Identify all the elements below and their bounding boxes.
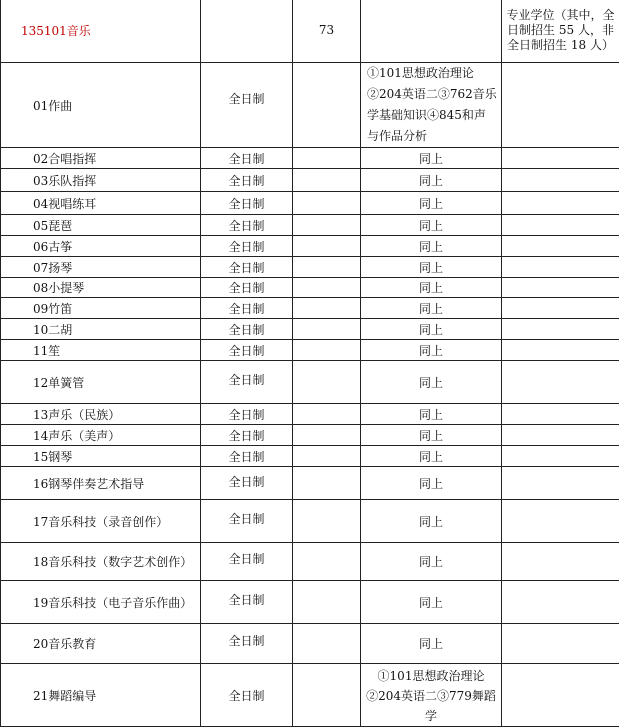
exam-subjects: 同上	[361, 543, 502, 581]
study-mode: 全日制	[201, 467, 293, 500]
degree-note	[502, 446, 619, 467]
direction-name: 18音乐科技（数字艺术创作）	[1, 543, 201, 581]
enrollment-count	[293, 446, 361, 467]
exam-subjects: 同上	[361, 404, 502, 425]
study-mode: 全日制	[201, 664, 293, 727]
exam-subjects: 同上	[361, 500, 502, 543]
degree-note	[502, 169, 619, 192]
study-mode: 全日制	[201, 361, 293, 404]
exam-subjects: 同上	[361, 169, 502, 192]
table-row	[1, 0, 619, 63]
degree-note	[502, 340, 619, 361]
enrollment-count: 73	[293, 0, 361, 63]
table-row	[1, 446, 619, 467]
exam-subjects: 同上	[361, 425, 502, 446]
degree-note	[502, 148, 619, 169]
exam-subjects: 同上	[361, 298, 502, 319]
direction-name: 09竹笛	[1, 298, 201, 319]
direction-name: 13声乐（民族）	[1, 404, 201, 425]
degree-note	[502, 236, 619, 257]
study-mode: 全日制	[201, 543, 293, 581]
exam-subjects: 同上	[361, 467, 502, 500]
exam-subjects: 同上	[361, 581, 502, 624]
enrollment-count	[293, 236, 361, 257]
program-name: 135101音乐	[1, 0, 201, 63]
degree-note	[502, 581, 619, 624]
degree-note	[502, 624, 619, 664]
enrollment-count	[293, 215, 361, 236]
direction-name: 03乐队指挥	[1, 169, 201, 192]
direction-name: 10二胡	[1, 319, 201, 340]
table-row	[1, 340, 619, 361]
direction-name: 16钢琴伴奏艺术指导	[1, 467, 201, 500]
degree-note	[502, 63, 619, 148]
enrollment-count	[293, 192, 361, 215]
exam-subjects	[361, 0, 502, 63]
enrollment-count	[293, 404, 361, 425]
degree-note	[502, 298, 619, 319]
study-mode: 全日制	[201, 215, 293, 236]
exam-subjects: 同上	[361, 236, 502, 257]
study-mode: 全日制	[201, 236, 293, 257]
enrollment-count	[293, 425, 361, 446]
study-mode	[201, 0, 293, 63]
enrollment-count	[293, 361, 361, 404]
table-row	[1, 425, 619, 446]
table-row	[1, 63, 619, 148]
degree-note	[502, 467, 619, 500]
degree-note	[502, 319, 619, 340]
exam-subjects: 同上	[361, 361, 502, 404]
enrollment-count	[293, 500, 361, 543]
table-row	[1, 257, 619, 278]
direction-name: 02合唱指挥	[1, 148, 201, 169]
degree-note	[502, 192, 619, 215]
study-mode: 全日制	[201, 257, 293, 278]
degree-note	[502, 278, 619, 298]
direction-name: 20音乐教育	[1, 624, 201, 664]
direction-name: 01作曲	[1, 63, 201, 148]
degree-note	[502, 404, 619, 425]
study-mode: 全日制	[201, 63, 293, 148]
study-mode: 全日制	[201, 148, 293, 169]
table-row	[1, 361, 619, 404]
exam-subjects: 同上	[361, 340, 502, 361]
table-row	[1, 467, 619, 500]
degree-note	[502, 664, 619, 727]
study-mode: 全日制	[201, 404, 293, 425]
exam-subjects: 同上	[361, 278, 502, 298]
degree-note: 专业学位（其中，全日制招生 55 人，非全日制招生 18 人）	[502, 0, 619, 63]
enrollment-count	[293, 278, 361, 298]
enrollment-count	[293, 340, 361, 361]
enrollment-count	[293, 63, 361, 148]
table-row	[1, 581, 619, 624]
study-mode: 全日制	[201, 624, 293, 664]
exam-subjects: 同上	[361, 446, 502, 467]
enrollment-count	[293, 581, 361, 624]
study-mode: 全日制	[201, 169, 293, 192]
exam-subjects: ①101思想政治理论②204英语二③762音乐学基础知识④845和声与作品分析	[361, 63, 502, 148]
table-row	[1, 404, 619, 425]
direction-name: 08小提琴	[1, 278, 201, 298]
enrollment-count	[293, 543, 361, 581]
enrollment-count	[293, 319, 361, 340]
direction-name: 17音乐科技（录音创作）	[1, 500, 201, 543]
study-mode: 全日制	[201, 319, 293, 340]
degree-note	[502, 500, 619, 543]
enrollment-count	[293, 467, 361, 500]
table-row	[1, 169, 619, 192]
exam-subjects: 同上	[361, 148, 502, 169]
exam-subjects: 同上	[361, 192, 502, 215]
degree-note	[502, 425, 619, 446]
enrollment-count	[293, 664, 361, 727]
study-mode: 全日制	[201, 340, 293, 361]
enrollment-count	[293, 257, 361, 278]
table-row	[1, 215, 619, 236]
study-mode: 全日制	[201, 278, 293, 298]
study-mode: 全日制	[201, 192, 293, 215]
enrollment-count	[293, 169, 361, 192]
direction-name: 15钢琴	[1, 446, 201, 467]
exam-subjects: 同上	[361, 319, 502, 340]
degree-note	[502, 543, 619, 581]
study-mode: 全日制	[201, 425, 293, 446]
degree-note	[502, 215, 619, 236]
direction-name: 06古筝	[1, 236, 201, 257]
direction-name: 11笙	[1, 340, 201, 361]
direction-name: 05琵琶	[1, 215, 201, 236]
study-mode: 全日制	[201, 446, 293, 467]
exam-subjects: 同上	[361, 257, 502, 278]
enrollment-count	[293, 148, 361, 169]
table-row	[1, 664, 619, 727]
degree-note	[502, 257, 619, 278]
direction-name: 21舞蹈编导	[1, 664, 201, 727]
table-row	[1, 148, 619, 169]
enrollment-count	[293, 298, 361, 319]
degree-note	[502, 361, 619, 404]
table-row	[1, 624, 619, 664]
direction-name: 07扬琴	[1, 257, 201, 278]
direction-name: 04视唱练耳	[1, 192, 201, 215]
direction-name: 14声乐（美声）	[1, 425, 201, 446]
exam-subjects: 同上	[361, 624, 502, 664]
table-row	[1, 500, 619, 543]
table-row	[1, 236, 619, 257]
study-mode: 全日制	[201, 500, 293, 543]
exam-subjects: 同上	[361, 215, 502, 236]
table-row	[1, 319, 619, 340]
table-row	[1, 543, 619, 581]
table-row	[1, 192, 619, 215]
direction-name: 19音乐科技（电子音乐作曲）	[1, 581, 201, 624]
table-row	[1, 298, 619, 319]
table-row	[1, 278, 619, 298]
exam-subjects: ①101思想政治理论②204英语二③779舞蹈学	[361, 664, 502, 727]
study-mode: 全日制	[201, 581, 293, 624]
enrollment-count	[293, 624, 361, 664]
direction-name: 12单簧管	[1, 361, 201, 404]
study-mode: 全日制	[201, 298, 293, 319]
